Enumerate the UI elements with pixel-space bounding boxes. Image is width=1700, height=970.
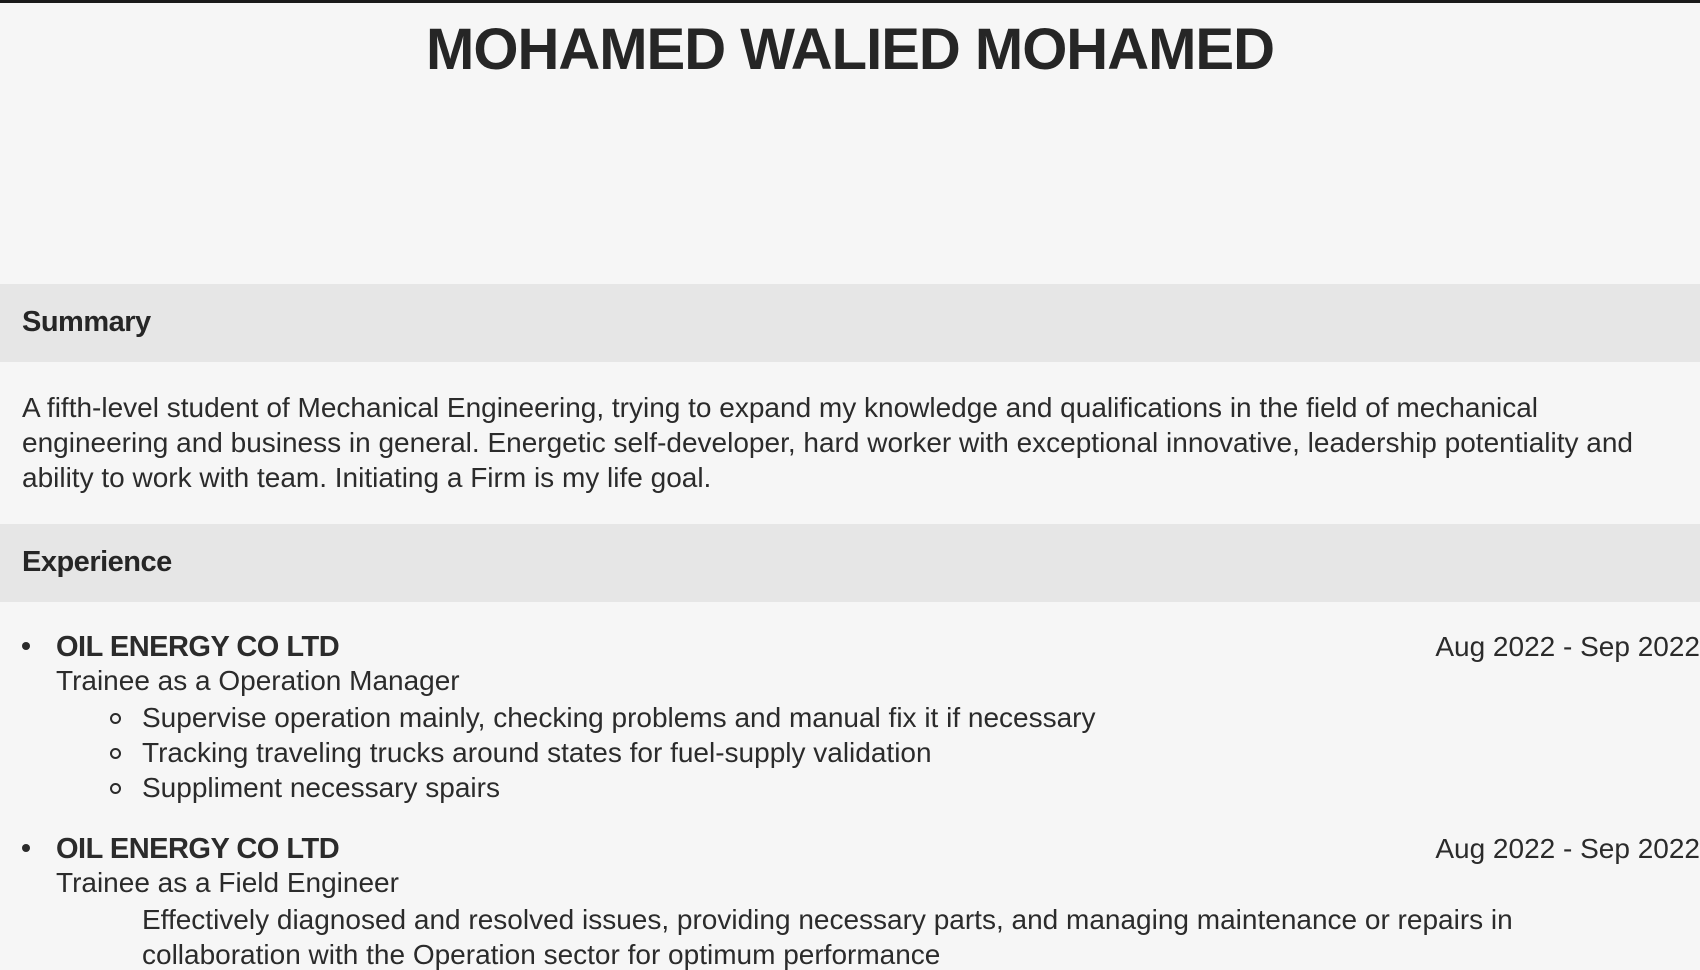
summary-section-header <box>0 284 1700 362</box>
experience-section-header <box>0 524 1700 602</box>
job-duties-list <box>100 700 1096 805</box>
duty-text: Suppliment necessary spairs <box>142 772 500 803</box>
circle-bullet-icon <box>110 748 121 759</box>
summary-text: A fifth-level student of Mechanical Engineering, trying to expand my knowledge and qualifications in the field of mechanical engineering and business in general. Energetic self-developer, hard worker with exceptional innovative, leadership potentiality and ability to work with team. Initiating a Firm is my life goal. <box>22 392 1633 493</box>
experience-entry-2 <box>0 832 1700 970</box>
duty-item <box>100 700 1096 735</box>
bullet-icon <box>22 642 30 650</box>
duty-item <box>100 770 1096 805</box>
circle-bullet-icon <box>110 783 121 794</box>
experience-entry-1 <box>0 630 1700 810</box>
duty-text: Tracking traveling trucks around states for fuel-supply validation <box>142 737 932 768</box>
job-dates: Aug 2022 - Sep 2022 <box>1435 631 1700 662</box>
experience-heading: Experience <box>22 546 172 578</box>
job-dates: Aug 2022 - Sep 2022 <box>1435 833 1700 864</box>
summary-heading: Summary <box>22 306 151 338</box>
candidate-name: MOHAMED WALIED MOHAMED <box>426 17 1274 82</box>
job-role: Trainee as a Field Engineer <box>56 867 399 898</box>
circle-bullet-icon <box>110 713 121 724</box>
job-role: Trainee as a Operation Manager <box>56 665 460 696</box>
job-company: OIL ENERGY CO LTD <box>56 631 340 663</box>
job-description: Effectively diagnosed and resolved issues, providing necessary parts, and managing maintenance or repairs in collaboration with the Operation sector for optimum performance <box>142 904 1513 970</box>
bullet-icon <box>22 844 30 852</box>
duty-text: Supervise operation mainly, checking problems and manual fix it if necessary <box>142 702 1096 733</box>
duty-item <box>100 735 1096 770</box>
job-company: OIL ENERGY CO LTD <box>56 833 340 865</box>
